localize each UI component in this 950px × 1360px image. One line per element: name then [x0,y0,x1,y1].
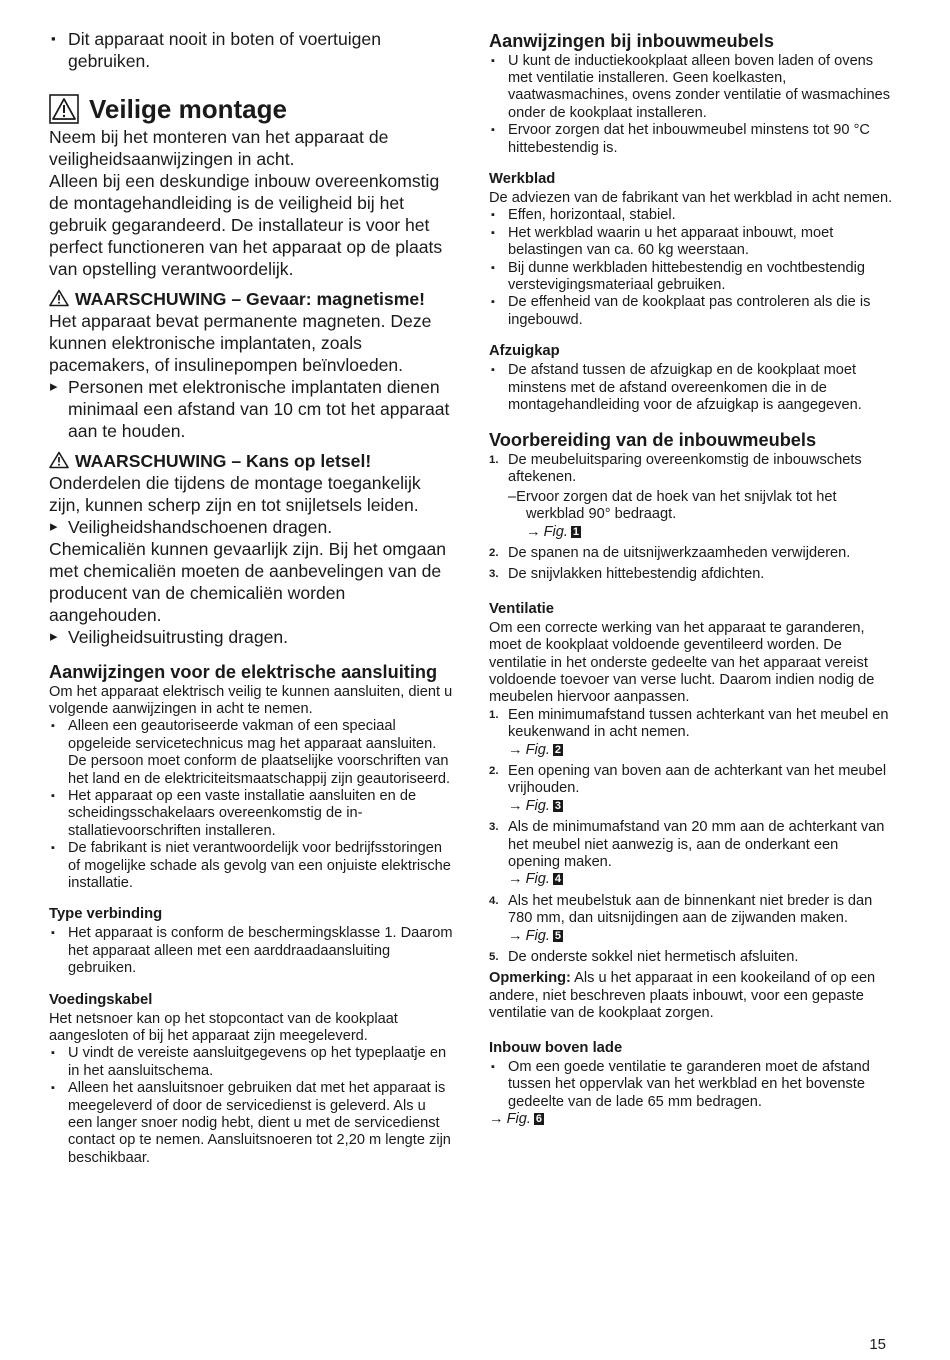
step-text: Een minimumafstand tussen achterkant van het meubel en keukenwand in acht nemen. [508,706,889,741]
note-label: Opmerking: [489,970,571,987]
fig-number: 3 [554,799,562,812]
list-item: ▪ Dit apparaat nooit in boten of voertuigen gebruiken. [49,28,454,72]
minor-heading: Werkblad [489,170,556,187]
numbered-list [489,452,894,584]
subsection-title: Aanwijzingen bij inbouwmeubels [489,31,774,51]
fig-label: Fig. [525,797,550,814]
action-list [49,516,454,538]
figure-reference[interactable] [508,871,894,888]
list-item: ▪ De effenheid van de kookplaat pas controleren als die is ingebouwd. [489,294,894,329]
figure-reference[interactable] [508,798,894,815]
list-item [489,819,894,889]
fig-label: Fig. [543,523,568,540]
list-item [489,893,894,945]
step-number: 5. [489,951,499,964]
list-item: ▪ De afstand tussen de afzuigkap en de kookplaat moet minstens met de afstand overeenkomen die in de montagehandleiding voor de afzuigkap is aangegeven. [489,362,894,414]
arrow-icon: → [526,523,541,540]
dash: – [508,488,517,505]
fig-number: 1 [572,525,580,538]
warning-title: WAARSCHUWING – Kans op letsel! [75,451,372,471]
list-item: ▪ Bij dunne werkbladen hittebestendig en vochtbestendig verstevigingsmateriaal gebruiken. [489,260,894,295]
fig-label: Fig. [525,927,550,944]
step-text: De onderste sokkel niet hermetisch afsluiten. [508,949,799,966]
paragraph: Om het apparaat elektrisch veilig te kunnen aansluiten, dient u volgende aanwijzingen in acht te nemen. [49,683,453,717]
minor-heading: Inbouw boven lade [489,1039,623,1056]
paragraph: Neem bij het monteren van het apparaat de veiligheidsaanwijzingen in acht. [49,127,389,169]
minor-heading: Voedingskabel [49,991,153,1008]
figure-reference[interactable] [508,928,894,945]
arrow-icon: → [508,741,523,758]
figure-reference[interactable] [508,524,894,541]
list-item: ▪ Alleen een geautoriseerde vakman of een speciaal opgeleide servicetechnicus mag het apparaat aansluiten. De persoon moet conform de plaatselijke voorschriften van het land en de elektriciteitsmaatschappij zijn geautoriseerd. [49,718,454,788]
step-text: De meubeluitsparing overeenkomstig de inbouwschets aftekenen. [508,451,862,486]
list-item: ▪ Het apparaat op een vaste installatie aansluiten en de scheidingsschakelaars overeenkomstig de installatievoorschriften installeren. [49,788,454,840]
list-item: ▪ Alleen het aansluitsnoer gebruiken dat met het apparaat is meegeleverd of door de servicedienst is geleverd. Als u een langer snoer nodig hebt, dient u met de servicedienst contact op te nemen. Aansluitsnoeren tot 2,20 m lengte zijn beschikbaar. [49,1080,454,1167]
action-list [49,376,454,442]
fig-label: Fig. [506,1110,531,1127]
bullet-list [489,1059,894,1111]
step-text: De spanen na de uitsnijwerkzaamheden verwijderen. [508,544,851,561]
section-heading [49,94,454,124]
bullet-list [49,1045,454,1167]
arrow-icon: → [508,871,523,888]
fig-label: Fig. [525,741,550,758]
list-item [489,566,894,583]
step-number: 1. [489,708,499,721]
warning-text: Chemicaliën kunnen gevaarlijk zijn. Bij het omgaan met chemicaliën moeten de aanbevelingen van de producent van de chemicaliën worden aangehouden. [49,539,447,625]
numbered-list [489,707,894,967]
note [489,970,894,1022]
fig-number: 5 [554,929,562,942]
step-text: Als de minimumafstand van 20 mm aan de achterkant van het meubel niet aanwezig is, aan de onderkant een opening maken. [508,819,885,871]
note-text: Als u het apparaat in een kookeiland of op een andere, niet beschreven plaats inbouwt, voor een gepaste ventilatie van de kookplaat zorgen. [489,970,876,1022]
left-column [49,28,454,1167]
bullet-list [49,718,454,892]
list-item [489,452,894,541]
figure-reference[interactable] [508,742,894,759]
right-column [489,28,894,1128]
list-item: ▪ De fabrikant is niet verantwoordelijk voor bedrijfsstoringen of mogelijke schade als gevolg van een onjuiste elektrische installatie. [49,840,454,892]
list-item: ▪ Ervoor zorgen dat het inbouwmeubel minstens tot 90 °C hittebestendig is. [489,122,894,157]
step-number: 1. [489,453,499,466]
warning-triangle-icon [49,94,79,124]
arrow-icon: → [489,1110,504,1127]
step-number: 3. [489,821,499,834]
list-item: ▪ Effen, horizontaal, stabiel. [489,207,894,224]
list-item: ▪ Het apparaat is conform de beschermingsklasse 1. Daarom het apparaat alleen met een aarddraadaansluiting gebruiken. [49,925,454,977]
bullet-list [489,362,894,414]
list-item: ▪ Om een goede ventilatie te garanderen moet de afstand tussen het oppervlak van het werkblad en het bovenste gedeelte van de lade 65 mm bedragen. [489,1059,894,1111]
minor-heading: Type verbinding [49,906,163,923]
step-number: 2. [489,546,499,559]
bullet-list [49,925,454,977]
step-text: Als het meubelstuk aan de binnenkant niet breder is dan 780 mm, dan uitsnijdingen aan de zijwanden maken. [508,892,873,927]
fig-number: 6 [535,1112,543,1125]
paragraph: Om een correcte werking van het apparaat te garanderen, moet de kookplaat voldoende geventileerd worden. De ventilatie in het onderste gedeelte van het apparaat vereist voldoende toevoer van verse lucht. Daarom indien nodig de meubelen hiervoor aanpassen. [489,619,875,706]
step-text: De snijvlakken hittebestendig afdichten. [508,566,765,583]
fig-number: 2 [554,743,562,756]
list-item [489,763,894,815]
sub-item [508,489,894,524]
page-number: 15 [869,1336,886,1353]
list-item [489,707,894,759]
action-list [49,626,454,648]
minor-heading: Afzuigkap [489,343,560,360]
warning-title: WAARSCHUWING – Gevaar: magnetisme! [75,289,425,309]
fig-number: 4 [554,873,562,886]
list-item: ▪ U vindt de vereiste aansluitgegevens op het typeplaatje en in het aansluitschema. [49,1045,454,1080]
paragraph: De adviezen van de fabrikant van het werkblad in acht nemen. [489,189,893,206]
fig-label: Fig. [525,871,550,888]
list-item: ▪ U kunt de inductiekookplaat alleen boven laden of ovens met ventilatie installeren. Geen koelkasten, vaatwasmachines, ovens zonder ventilatie of wasmachines onder de kookplaat installeren. [489,53,894,123]
warning-text: Onderdelen die tijdens de montage toegankelijk zijn, kunnen scherp zijn en tot snijletsels leiden. [49,473,421,515]
intro-list [49,28,454,72]
action-item: ▸ Personen met elektronische implantaten dienen minimaal een afstand van 10 cm tot het apparaat aan te houden. [49,376,454,442]
list-item: ▪ Het werkblad waarin u het apparaat inbouwt, moet belastingen van ca. 60 kg weerstaan. [489,225,894,260]
list-item [489,949,894,966]
figure-reference[interactable] [489,1111,894,1128]
step-number: 3. [489,568,499,581]
paragraph: Alleen bij een deskundige inbouw overeenkomstig de montagehandleiding is de veiligheid bij het gebruik gegarandeerd. De installateur is voor het perfect functioneren van het apparaat op de plaats van opstelling verantwoordelijk. [49,171,443,279]
warning-text: Het apparaat bevat permanente magneten. Deze kunnen elektronische implantaten, zoals pacemakers, of insulinepompen beïnvloeden. [49,311,432,375]
action-item: ▸ Veiligheidshandschoenen dragen. [49,516,454,538]
warning-triangle-icon [49,451,69,469]
step-number: 4. [489,894,499,907]
bullet-list [489,53,894,157]
list-item [489,545,894,562]
subsection-title: Voorbereiding van de inbouwmeubels [489,430,817,451]
warning-heading [49,288,454,310]
paragraph: Het netsnoer kan op het stopcontact van de kookplaat aangesloten of bij het apparaat zijn meegeleverd. [49,1010,398,1044]
arrow-icon: → [508,797,523,814]
action-item: ▸ Veiligheidsuitrusting dragen. [49,626,454,648]
warning-triangle-icon [49,289,69,307]
warning-heading [49,450,454,472]
minor-heading: Ventilatie [489,600,554,617]
arrow-icon: → [508,927,523,944]
sub-item-text: Ervoor zorgen dat de hoek van het snijvlak tot het werkblad 90° bedraagt. [516,488,837,523]
subsection-title: Aanwijzingen voor de elektrische aansluiting [49,662,438,682]
step-text: Een opening van boven aan de achterkant van het meubel vrijhouden. [508,763,887,797]
step-number: 2. [489,765,499,777]
bullet-list [489,207,894,329]
section-title: Veilige montage [89,94,287,124]
